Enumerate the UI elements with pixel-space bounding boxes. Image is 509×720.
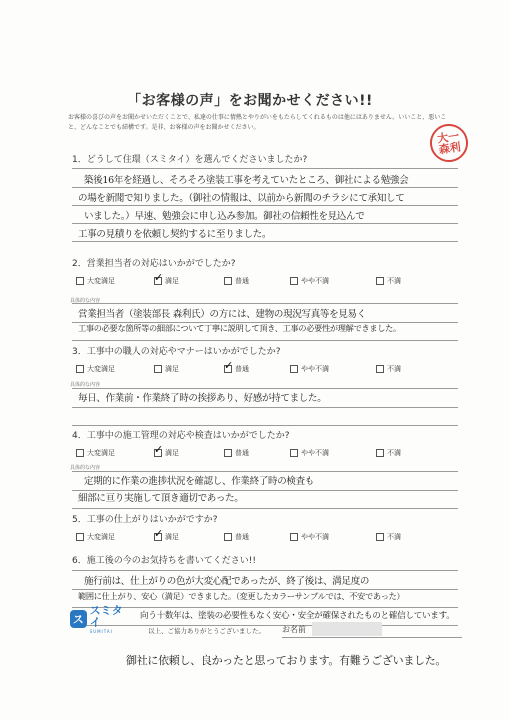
question-4-choices bbox=[76, 448, 476, 460]
question-5-choices bbox=[76, 532, 476, 544]
question-2-answer-line: 工事の必要な箇所等の細部について丁寧に説明して頂き、工事の必要性が理解できました。 bbox=[78, 323, 401, 333]
thanks-text: 以上、ご協力ありがとうございました。 bbox=[148, 627, 265, 635]
question-4-answer-line: 定期的に作業の進捗状況を確認し、作業終了時の検査も bbox=[84, 476, 315, 487]
checkbox[interactable] bbox=[290, 277, 298, 285]
choice-option[interactable]: 不満 bbox=[376, 532, 401, 542]
checkbox[interactable] bbox=[376, 533, 384, 541]
logo-name: スミタイ bbox=[89, 603, 123, 629]
checkbox[interactable] bbox=[376, 277, 384, 285]
choice-option[interactable]: 普通 bbox=[224, 276, 249, 286]
seal-stamp: 大一 森利 bbox=[428, 122, 471, 165]
choice-option[interactable]: ✓ 満足 bbox=[154, 276, 179, 286]
question-1-label: 1．どうして住環（スミタイ）を選んでくださいましたか? bbox=[72, 155, 308, 165]
checkbox[interactable] bbox=[154, 365, 162, 373]
choice-option[interactable]: 不満 bbox=[376, 364, 401, 374]
logo-mark: ス bbox=[70, 610, 87, 628]
checkbox[interactable] bbox=[224, 449, 232, 457]
checkbox[interactable] bbox=[76, 449, 84, 457]
checkbox[interactable] bbox=[376, 365, 384, 373]
checkbox[interactable] bbox=[154, 449, 162, 457]
question-1-answer-line: 工事の見積りを依頼し契約するに至りました。 bbox=[78, 229, 272, 240]
choice-option[interactable]: 大変満足 bbox=[76, 276, 115, 286]
checkbox[interactable] bbox=[76, 533, 84, 541]
checkbox[interactable] bbox=[154, 277, 162, 285]
checkbox[interactable] bbox=[290, 449, 298, 457]
intro-text: お客様の喜びの声をお聞かせいただくことで、私達の仕事に情熱とやりがいをもたらしてくれるものは他にはありません。いいこと、悪いこと、どんなことでも結構です。是非、お客様の声をお聞かせください。 bbox=[68, 114, 447, 131]
choice-option[interactable]: やや不満 bbox=[290, 276, 329, 286]
question-6-answer-line: 施行前は、仕上がりの色が大変心配であったが、終了後は、満足度の bbox=[84, 576, 370, 587]
choice-option[interactable]: やや不満 bbox=[290, 532, 329, 542]
checkbox[interactable] bbox=[290, 533, 298, 541]
question-2-answer-line: 営業担当者（塗装部長 森利氏）の方には、建物の現況写真等を見易く bbox=[78, 309, 366, 320]
question-1-answer-line: 築後16年を経過し、そろそろ塗装工事を考えていたところ、御社による勉強会 bbox=[84, 175, 409, 186]
name-label: お名前 bbox=[282, 625, 306, 634]
question-6-answer-line: 向う十数年は、塗装の必要性もなく安心・安全が確保されたものと確信しています。 bbox=[140, 611, 455, 621]
checkbox[interactable] bbox=[154, 533, 162, 541]
checkbox[interactable] bbox=[224, 277, 232, 285]
choice-option[interactable]: ✓ 満足 bbox=[154, 448, 179, 458]
question-3-choices bbox=[76, 364, 476, 376]
choice-option[interactable]: 普通 bbox=[224, 532, 249, 542]
question-2-label: 2．営業担当者の対応はいかがでしたか? bbox=[72, 259, 236, 269]
choice-option[interactable]: 不満 bbox=[376, 276, 401, 286]
logo-subtitle: SUMITAI bbox=[89, 628, 113, 634]
choice-option[interactable]: ✓ 満足 bbox=[154, 532, 179, 542]
question-6-label: 6．施工後の今のお気持ちを書いてください!! bbox=[72, 556, 256, 566]
question-4-label: 4．工事中の施工管理の対応や検査はいかがでしたか? bbox=[72, 431, 290, 441]
question-1-answer-line: いました。）早速、勉強会に申し込み参加。御社の信頼性を見込んで bbox=[84, 211, 365, 222]
choice-option[interactable]: 満足 bbox=[154, 364, 179, 374]
checkbox[interactable] bbox=[290, 365, 298, 373]
page-title: 「お客様の声」をお聞かせください!! bbox=[127, 93, 373, 109]
choice-option[interactable]: 大変満足 bbox=[76, 448, 115, 458]
choice-option[interactable]: やや不満 bbox=[290, 364, 329, 374]
checkbox[interactable] bbox=[224, 365, 232, 373]
choice-option[interactable]: 大変満足 bbox=[76, 364, 115, 374]
detail-label: 具体的な内容 bbox=[70, 298, 101, 304]
checkbox[interactable] bbox=[76, 277, 84, 285]
question-3-label: 3．工事中の職人の対応やマナーはいかがでしたか? bbox=[72, 347, 281, 357]
detail-label: 具体的な内容 bbox=[70, 382, 101, 388]
question-3-answer-line: 毎日、作業前・作業終了時の挨拶あり、好感が持てました。 bbox=[78, 393, 327, 404]
choice-option[interactable]: 普通 bbox=[224, 448, 249, 458]
extra-comment-line: 御社に依頼し、良かったと思っております。有難うございました。 bbox=[126, 654, 447, 667]
checkbox[interactable] bbox=[376, 449, 384, 457]
company-logo bbox=[70, 603, 130, 634]
choice-option[interactable]: 大変満足 bbox=[76, 532, 115, 542]
question-6-answer-line: 範囲に仕上がり、安心（満足）できました。（変更したカラーサンプルでは、不安であった） bbox=[78, 591, 405, 601]
choice-option[interactable]: 不満 bbox=[376, 448, 401, 458]
choice-option[interactable]: ✓ 普通 bbox=[224, 364, 249, 374]
detail-label: 具体的な内容 bbox=[70, 465, 101, 471]
name-field-line bbox=[282, 637, 462, 638]
checkbox[interactable] bbox=[224, 533, 232, 541]
question-4-answer-line: 細部に亘り実施して頂き適切であった。 bbox=[78, 493, 244, 504]
choice-option[interactable]: やや不満 bbox=[290, 448, 329, 458]
name-redacted bbox=[312, 622, 382, 636]
question-1-answer-line: の場を新聞で知りました。（御社の情報は、以前から新聞のチラシにて承知して bbox=[78, 193, 405, 204]
question-2-choices bbox=[76, 276, 476, 288]
question-5-label: 5．工事の仕上がりはいかがですか? bbox=[72, 515, 218, 525]
checkbox[interactable] bbox=[76, 365, 84, 373]
